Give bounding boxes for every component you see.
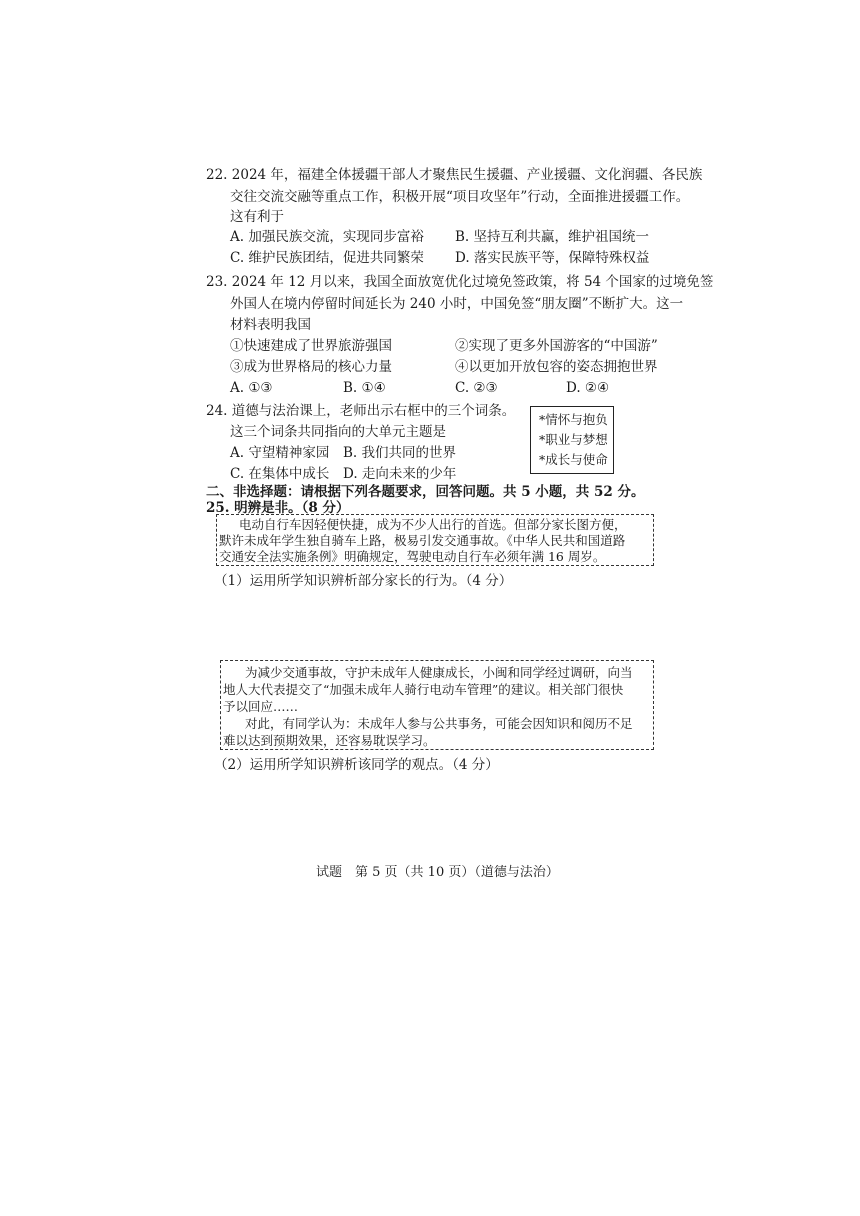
q25-material2-line1: 为减少交通事故，守护未成年人健康成长，小闽和同学经过调研，向当 xyxy=(245,665,633,680)
q22-stem-line2: 交往交流交融等重点工作，积极开展“项目攻坚年”行动，全面推进援疆工作。 xyxy=(230,189,690,205)
q23-stem-line2: 外国人在境内停留时间延长为 240 小时，中国免签“朋友圈”不断扩大。这一 xyxy=(230,296,684,312)
q23-statement-2: ②实现了更多外国游客的“中国游” xyxy=(455,338,658,354)
q23-statement-1: ①快速建成了世界旅游强国 xyxy=(230,338,392,354)
q22-option-a: A. 加强民族交流，实现同步富裕 xyxy=(230,229,424,245)
q23-statement-4: ④以更加开放包容的姿态拥抱世界 xyxy=(455,359,658,375)
q24-term-1: *情怀与抱负 xyxy=(539,412,608,427)
q22-option-b: B. 坚持互利共赢，维护祖国统一 xyxy=(455,229,650,245)
q24-option-a: A. 守望精神家园 xyxy=(230,445,330,461)
q24-option-d: D. 走向未来的少年 xyxy=(343,466,457,482)
q23-stem-line3: 材料表明我国 xyxy=(230,317,311,333)
q25-material1-box xyxy=(216,514,654,566)
q25-material2-box xyxy=(220,660,654,750)
q22-stem-line1: 22. 2024 年，福建全体援疆干部人才聚焦民生援疆、产业援疆、文化润疆、各民族 xyxy=(206,167,703,183)
q25-title: 25. 明辨是非。（8 分） xyxy=(206,500,350,516)
q23-statement-3: ③成为世界格局的核心力量 xyxy=(230,359,392,375)
q24-term-2: *职业与梦想 xyxy=(539,432,608,447)
q24-option-c: C. 在集体中成长 xyxy=(230,466,330,482)
q25-material2-line5: 难以达到预期效果，还容易耽误学习。 xyxy=(223,733,436,748)
q22-option-c: C. 维护民族团结，促进共同繁荣 xyxy=(230,250,424,266)
q25-material2-line3: 予以回应…… xyxy=(223,699,299,714)
q23-option-d: D. ②④ xyxy=(566,380,610,396)
q25-material1-line2: 默许未成年学生独自骑车上路，极易引发交通事故。《中华人民共和国道路 xyxy=(219,533,626,548)
page-footer: 试题 第 5 页（共 10 页）（道德与法治） xyxy=(316,865,559,880)
q25-material2-line4: 对此，有同学认为：未成年人参与公共事务，可能会因知识和阅历不足 xyxy=(245,716,633,731)
q25-material2-line2: 地人大代表提交了“加强未成年人骑行电动车管理”的建议。相关部门很快 xyxy=(223,682,624,697)
q23-option-a: A. ①③ xyxy=(230,380,273,396)
q24-stem-line1: 24. 道德与法治课上，老师出示右框中的三个词条。 xyxy=(206,403,516,419)
q25-subquestion-2: （2）运用所学知识辨析该同学的观点。（4 分） xyxy=(214,757,499,773)
q24-option-b: B. 我们共同的世界 xyxy=(343,445,457,461)
q24-term-3: *成长与使命 xyxy=(539,452,608,467)
q24-terms-box xyxy=(530,406,614,474)
q25-material1-line1: 电动自行车因轻便快捷，成为不少人出行的首选。但部分家长图方便， xyxy=(239,517,627,532)
q25-material1-line3: 交通安全法实施条例》明确规定，驾驶电动自行车必须年满 16 周岁。 xyxy=(219,549,606,564)
q22-option-d: D. 落实民族平等，保障特殊权益 xyxy=(455,250,650,266)
q22-stem-line3: 这有利于 xyxy=(230,209,284,225)
q24-stem-line2: 这三个词条共同指向的大单元主题是 xyxy=(230,424,446,440)
q23-option-b: B. ①④ xyxy=(343,380,386,396)
q23-stem-line1: 23. 2024 年 12 月以来，我国全面放宽优化过境免签政策，将 54 个国家的过境免签 xyxy=(206,274,714,290)
q25-subquestion-1: （1）运用所学知识辨析部分家长的行为。（4 分） xyxy=(214,573,513,589)
section2-heading: 二、非选择题：请根据下列各题要求，回答问题。共 5 小题，共 52 分。 xyxy=(206,484,645,500)
q23-option-c: C. ②③ xyxy=(455,380,498,396)
